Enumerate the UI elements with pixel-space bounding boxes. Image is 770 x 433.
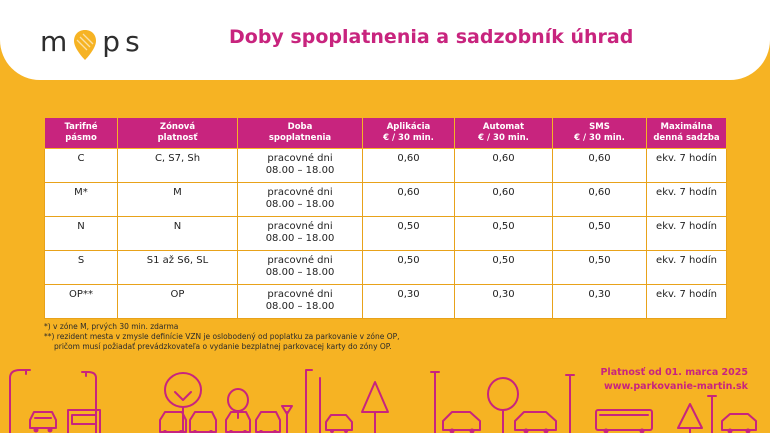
cell-max: ekv. 7 hodín [647, 251, 727, 285]
cell-platnost: C, S7, Sh [118, 149, 238, 183]
col-header-max: Maximálna denná sadzba [647, 118, 727, 149]
logo-letter-m: m [40, 24, 69, 58]
cell-pasmo: OP** [45, 285, 118, 319]
tree-icon [362, 382, 388, 433]
footnote-1: *) v zóne M, prvých 30 min. zdarma [44, 322, 179, 331]
cell-automat: 0,50 [455, 217, 553, 251]
cell-sms: 0,30 [553, 285, 647, 319]
bus-icon [596, 410, 652, 430]
cell-automat: 0,30 [455, 285, 553, 319]
cell-pasmo: M* [45, 183, 118, 217]
cell-doba: pracovné dni 08.00 – 18.00 [238, 217, 363, 251]
footnote-2: **) rezident mesta v zmysle definície VZN je oslobodený od poplatku za parkovanie v zóne OP, [44, 332, 400, 341]
car-icon [722, 414, 756, 430]
col-header-pasmo: Tarifné pásmo [45, 118, 118, 149]
cell-automat: 0,60 [455, 183, 553, 217]
city-illustration [0, 360, 770, 433]
car-icon [326, 415, 352, 430]
cell-doba: pracovné dni 08.00 – 18.00 [238, 285, 363, 319]
cell-aplikacia: 0,50 [363, 251, 455, 285]
table-row [45, 217, 727, 251]
cell-pasmo: S [45, 251, 118, 285]
cell-max: ekv. 7 hodín [647, 149, 727, 183]
street-lamp-icon [306, 370, 312, 433]
header [0, 0, 770, 80]
cell-automat: 0,60 [455, 149, 553, 183]
car-icon [443, 412, 480, 430]
map-pin-icon [73, 29, 97, 65]
cell-sms: 0,60 [553, 149, 647, 183]
col-header-doba: Doba spoplatnenia [238, 118, 363, 149]
cell-max: ekv. 7 hodín [647, 285, 727, 319]
tree-icon [488, 378, 518, 433]
tariff-table [44, 117, 726, 319]
cell-doba: pracovné dni 08.00 – 18.00 [238, 183, 363, 217]
cell-platnost: S1 až S6, SL [118, 251, 238, 285]
mps-logo [40, 24, 141, 58]
cell-platnost: OP [118, 285, 238, 319]
table-header-row [45, 118, 727, 149]
page-title: Doby spoplatnenia a sadzobník úhrad [229, 26, 634, 48]
cell-pasmo: C [45, 149, 118, 183]
cell-doba: pracovné dni 08.00 – 18.00 [238, 251, 363, 285]
website-link[interactable]: www.parkovanie-martin.sk [604, 381, 748, 392]
sign-icon [282, 406, 292, 433]
cell-max: ekv. 7 hodín [647, 217, 727, 251]
footnote-2-continued: pričom musí požiadať prevádzkovateľa o vydanie bezplatnej parkovacej karty do zóny OP. [54, 342, 392, 351]
street-lamp-icon [431, 372, 439, 433]
validity-date: Platnosť od 01. marca 2025 [600, 367, 748, 378]
table-row [45, 251, 727, 285]
street-lamp-icon [10, 370, 30, 433]
cell-automat: 0,50 [455, 251, 553, 285]
cell-sms: 0,50 [553, 251, 647, 285]
col-header-sms: SMS € / 30 min. [553, 118, 647, 149]
logo-letter-s: s [125, 24, 141, 58]
cell-sms: 0,60 [553, 183, 647, 217]
street-lamp-icon [708, 396, 716, 433]
tree-icon [165, 373, 201, 433]
cell-aplikacia: 0,60 [363, 183, 455, 217]
car-icon [515, 412, 556, 430]
logo-letter-p: p [102, 24, 122, 58]
col-header-platnost: Zónová platnosť [118, 118, 238, 149]
street-lamp-icon [566, 375, 574, 433]
cell-aplikacia: 0,60 [363, 149, 455, 183]
cell-aplikacia: 0,30 [363, 285, 455, 319]
cell-aplikacia: 0,50 [363, 217, 455, 251]
table-row [45, 149, 727, 183]
cell-platnost: M [118, 183, 238, 217]
car-icon [30, 412, 56, 428]
table-row [45, 285, 727, 319]
col-header-automat: Automat € / 30 min. [455, 118, 553, 149]
cell-max: ekv. 7 hodín [647, 183, 727, 217]
car-icon [256, 412, 280, 432]
cell-platnost: N [118, 217, 238, 251]
col-header-aplikacia: Aplikácia € / 30 min. [363, 118, 455, 149]
car-icon [190, 412, 216, 432]
cell-pasmo: N [45, 217, 118, 251]
table-row [45, 183, 727, 217]
cell-doba: pracovné dni 08.00 – 18.00 [238, 149, 363, 183]
footnotes [44, 322, 400, 352]
tree-icon [678, 404, 702, 433]
cell-sms: 0,50 [553, 217, 647, 251]
